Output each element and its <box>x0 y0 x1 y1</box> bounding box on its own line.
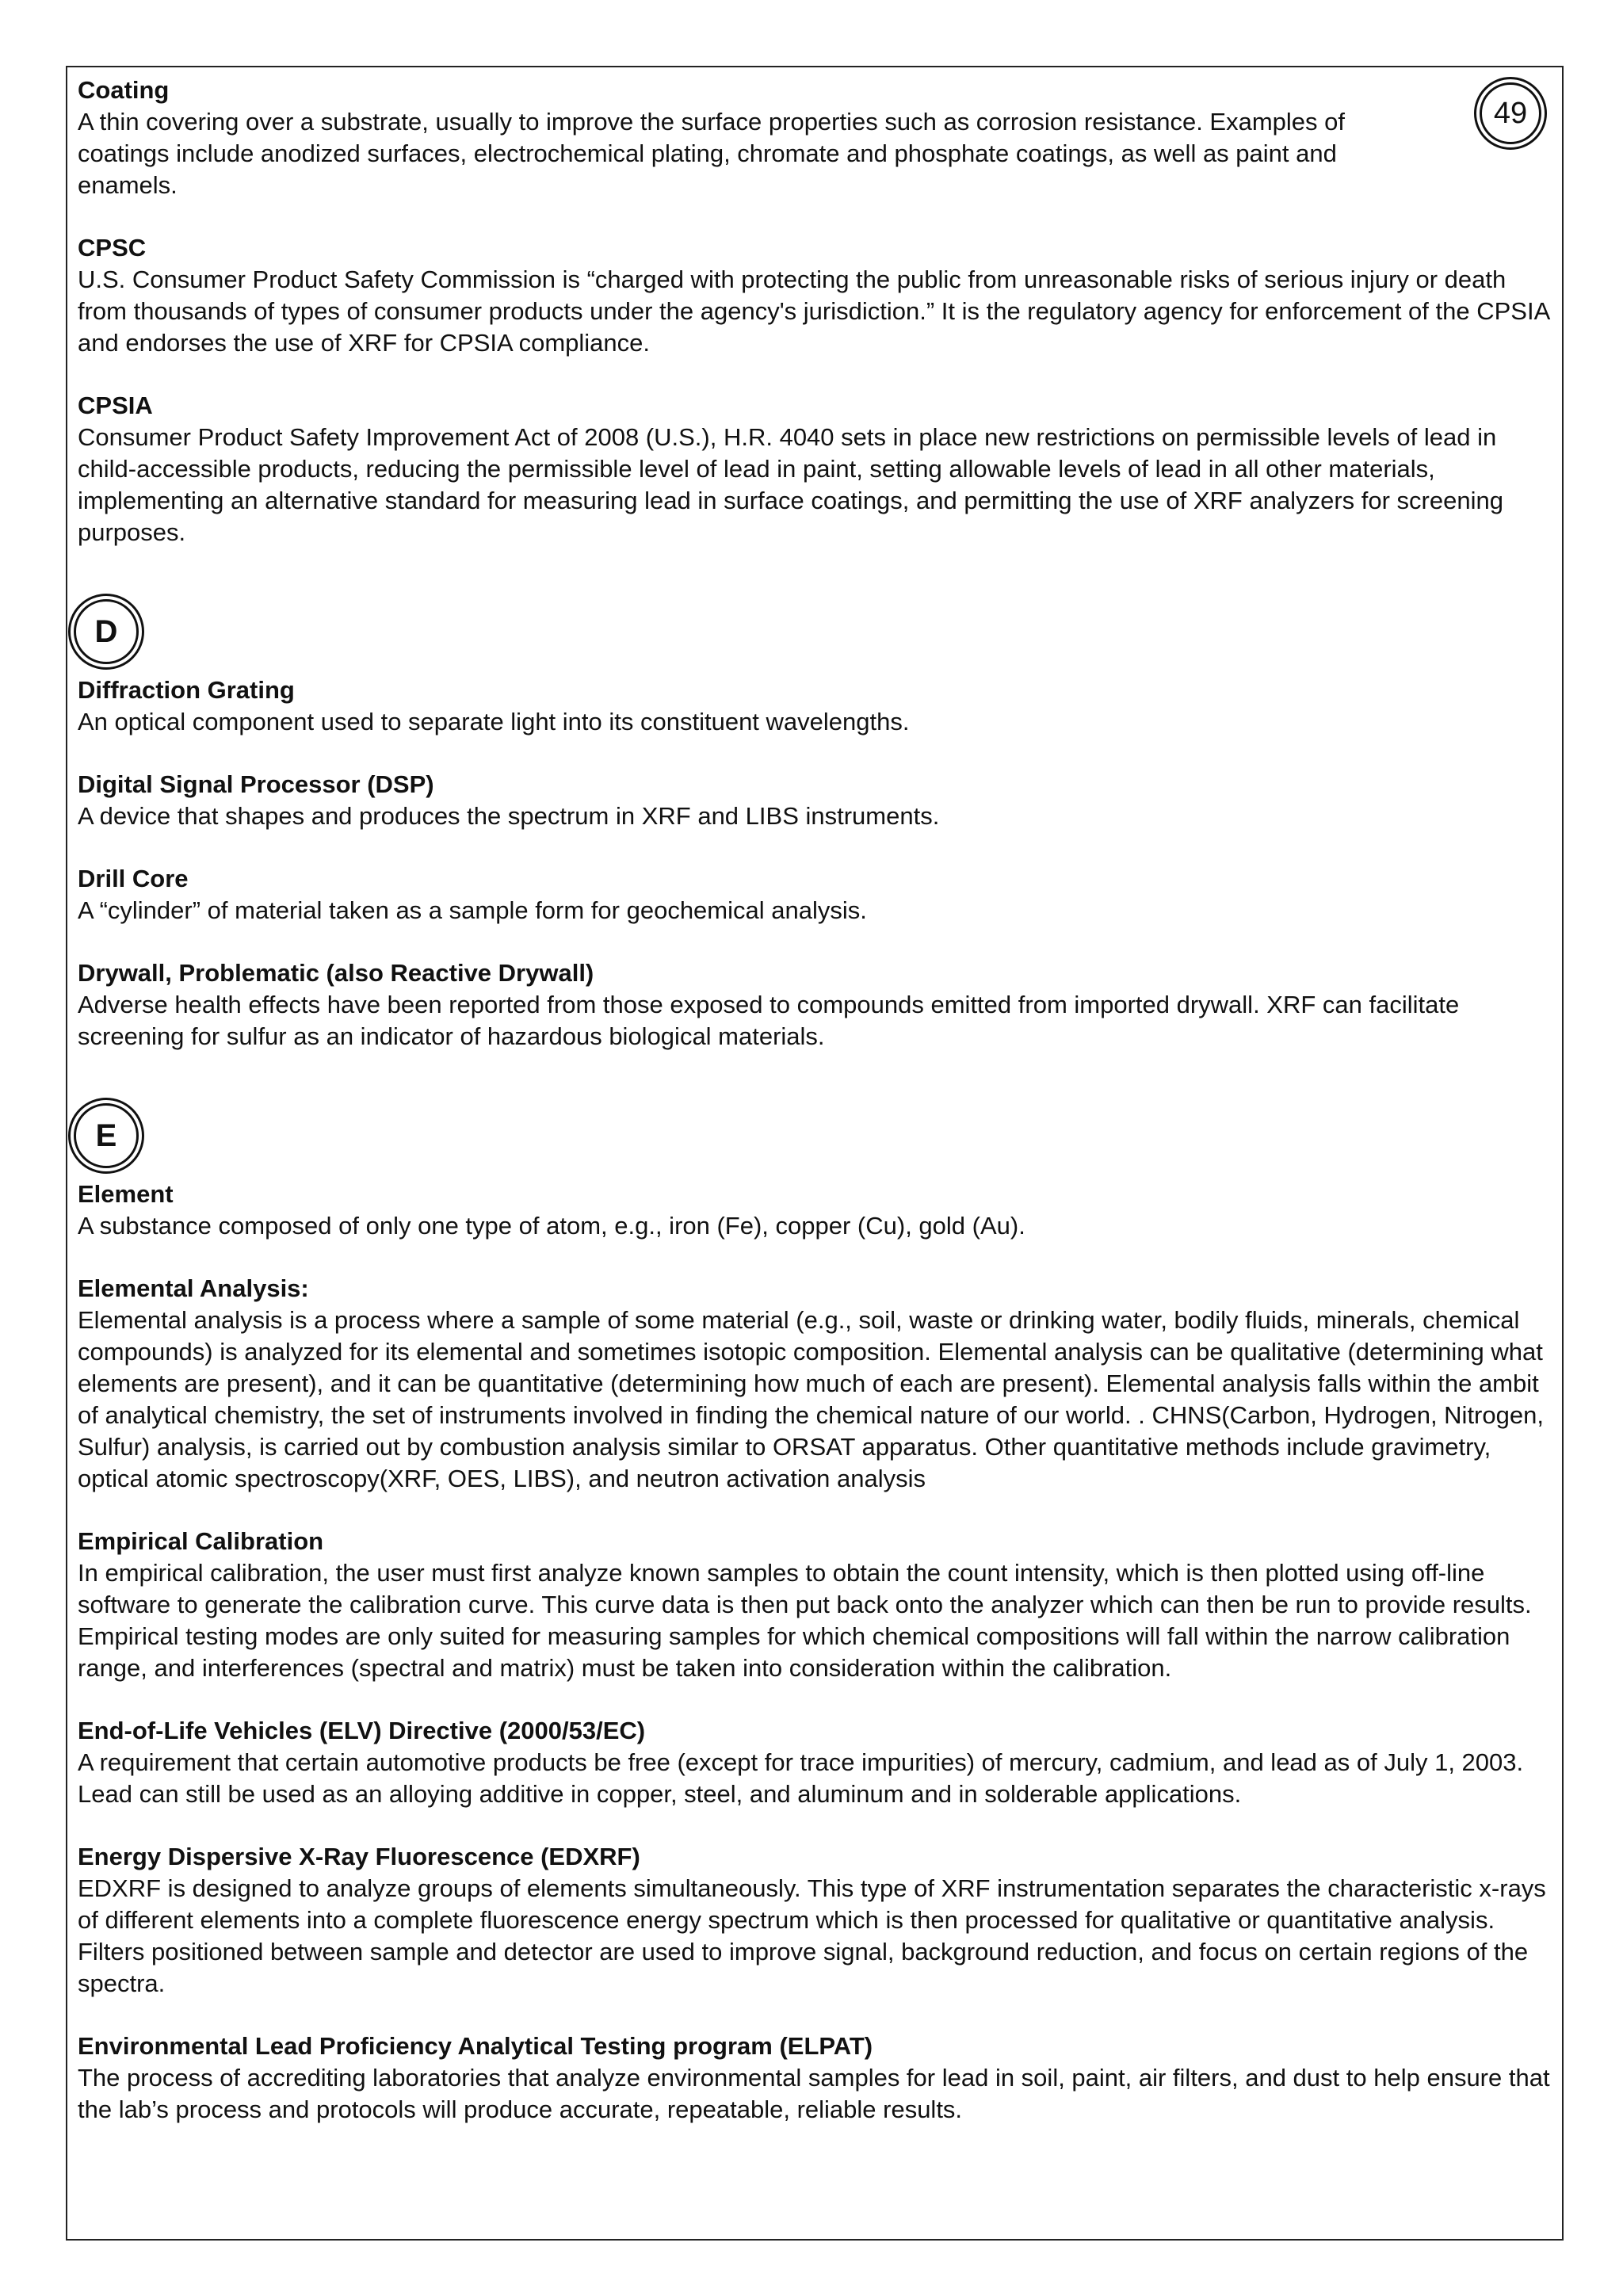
glossary-entry <box>78 1526 1553 1684</box>
entry-term: Coating <box>78 76 170 104</box>
section-letter: E <box>74 1103 139 1168</box>
entry-term: Energy Dispersive X-Ray Fluorescence (EDXRF) <box>78 1843 640 1870</box>
entry-term: CPSC <box>78 234 147 262</box>
glossary-entry <box>78 1273 1553 1495</box>
entry-definition: The process of accrediting laboratories that analyze environmental samples for lead in soil, paint, air filters, and dust to help ensure that the lab’s process and protocols will produce accurate, repeatable, reliable results. <box>78 2064 1550 2123</box>
entry-definition: A “cylinder” of material taken as a sample form for geochemical analysis. <box>78 896 867 924</box>
entry-definition: EDXRF is designed to analyze groups of elements simultaneously. This type of XRF instrumentation separates the characteristic x-rays of different elements into a complete fluorescence energy spectrum which is then processed for qualitative or quantitative analysis. Filters positioned between sample and detector are used to improve signal, background reduction, and focus on certain regions of the spectra. <box>78 1874 1546 1997</box>
entry-term: Diffraction Grating <box>78 676 295 704</box>
entry-definition: A substance composed of only one type of atom, e.g., iron (Fe), copper (Cu), gold (Au). <box>78 1212 1025 1240</box>
glossary-entry <box>78 863 1553 926</box>
entry-term: Elemental Analysis: <box>78 1274 309 1302</box>
entry-term: Element <box>78 1180 174 1208</box>
entry-term: Drywall, Problematic (also Reactive Drywall) <box>78 959 594 987</box>
entry-definition: An optical component used to separate light into its constituent wavelengths. <box>78 708 910 735</box>
section-letter: D <box>74 599 139 664</box>
entry-definition: A requirement that certain automotive products be free (except for trace impurities) of mercury, cadmium, and lead as of July 1, 2003. Lead can still be used as an alloying additive in copper, steel, and aluminum and in solderable applications. <box>78 1748 1524 1808</box>
glossary-entry <box>78 2030 1553 2126</box>
entry-term: CPSIA <box>78 392 153 419</box>
glossary-entry <box>78 769 1553 832</box>
entry-definition: A thin covering over a substrate, usually to improve the surface properties such as corrosion resistance. Examples of coatings include anodized surfaces, electrochemical plating, chromate and phosphate coatings, as well as paint and enamels. <box>78 108 1345 199</box>
entry-term: Empirical Calibration <box>78 1527 324 1555</box>
entry-term: Digital Signal Processor (DSP) <box>78 770 434 798</box>
section-letter-badge <box>68 594 144 670</box>
entry-term: Environmental Lead Proficiency Analytical Testing program (ELPAT) <box>78 2032 873 2060</box>
glossary-content <box>78 74 1553 2157</box>
glossary-entry <box>78 232 1553 359</box>
page-number: 49 <box>1480 82 1541 144</box>
entry-term: End-of-Life Vehicles (ELV) Directive (2000/53/EC) <box>78 1717 646 1744</box>
entry-definition: Elemental analysis is a process where a sample of some material (e.g., soil, waste or drinking water, bodily fluids, minerals, chemical compounds) is analyzed for its elemental and sometimes isotopic composition. Elemental analysis can be qualitative (determining what elements are present), and it can be quantitative (determining how much of each are present). Elemental analysis falls within the ambit of analytical chemistry, the set of instruments involved in finding the chemical nature of our world. . CHNS(Carbon, Hydrogen, Nitrogen, Sulfur) analysis, is carried out by combustion analysis similar to ORSAT apparatus. Other quantitative methods include gravimetry, optical atomic spectroscopy(XRF, OES, LIBS), and neutron activation analysis <box>78 1306 1544 1492</box>
section-letter-badge <box>68 1098 144 1174</box>
glossary-entry <box>78 674 1553 738</box>
entry-definition: In empirical calibration, the user must first analyze known samples to obtain the count intensity, which is then plotted using off-line software to generate the calibration curve. This curve data is then put back onto the analyzer which can then be run to provide results. Empirical testing modes are only suited for measuring samples for which chemical compositions will fall within the narrow calibration range, and interferences (spectral and matrix) must be taken into consideration within the calibration. <box>78 1559 1532 1682</box>
entry-definition: Consumer Product Safety Improvement Act of 2008 (U.S.), H.R. 4040 sets in place new restrictions on permissible levels of lead in child-accessible products, reducing the permissible level of lead in paint, setting allowable levels of lead in all other materials, implementing an alternative standard for measuring lead in surface coatings, and permitting the use of XRF analyzers for screening purposes. <box>78 423 1503 546</box>
entry-definition: A device that shapes and produces the spectrum in XRF and LIBS instruments. <box>78 802 940 830</box>
glossary-entry <box>78 1179 1553 1242</box>
entry-definition: U.S. Consumer Product Safety Commission is “charged with protecting the public from unreasonable risks of serious injury or death from thousands of types of consumer products under the agency's jurisdiction.” It is the regulatory agency for enforcement of the CPSIA and endorses the use of XRF for CPSIA compliance. <box>78 266 1549 357</box>
glossary-entry <box>78 957 1553 1052</box>
glossary-entry <box>78 1841 1553 2000</box>
glossary-entry <box>78 1715 1553 1810</box>
entry-definition: Adverse health effects have been reported from those exposed to compounds emitted from imported drywall. XRF can facilitate screening for sulfur as an indicator of hazardous biological materials. <box>78 991 1460 1050</box>
entry-term: Drill Core <box>78 865 189 892</box>
glossary-entry <box>78 74 1553 201</box>
glossary-entry <box>78 390 1553 548</box>
